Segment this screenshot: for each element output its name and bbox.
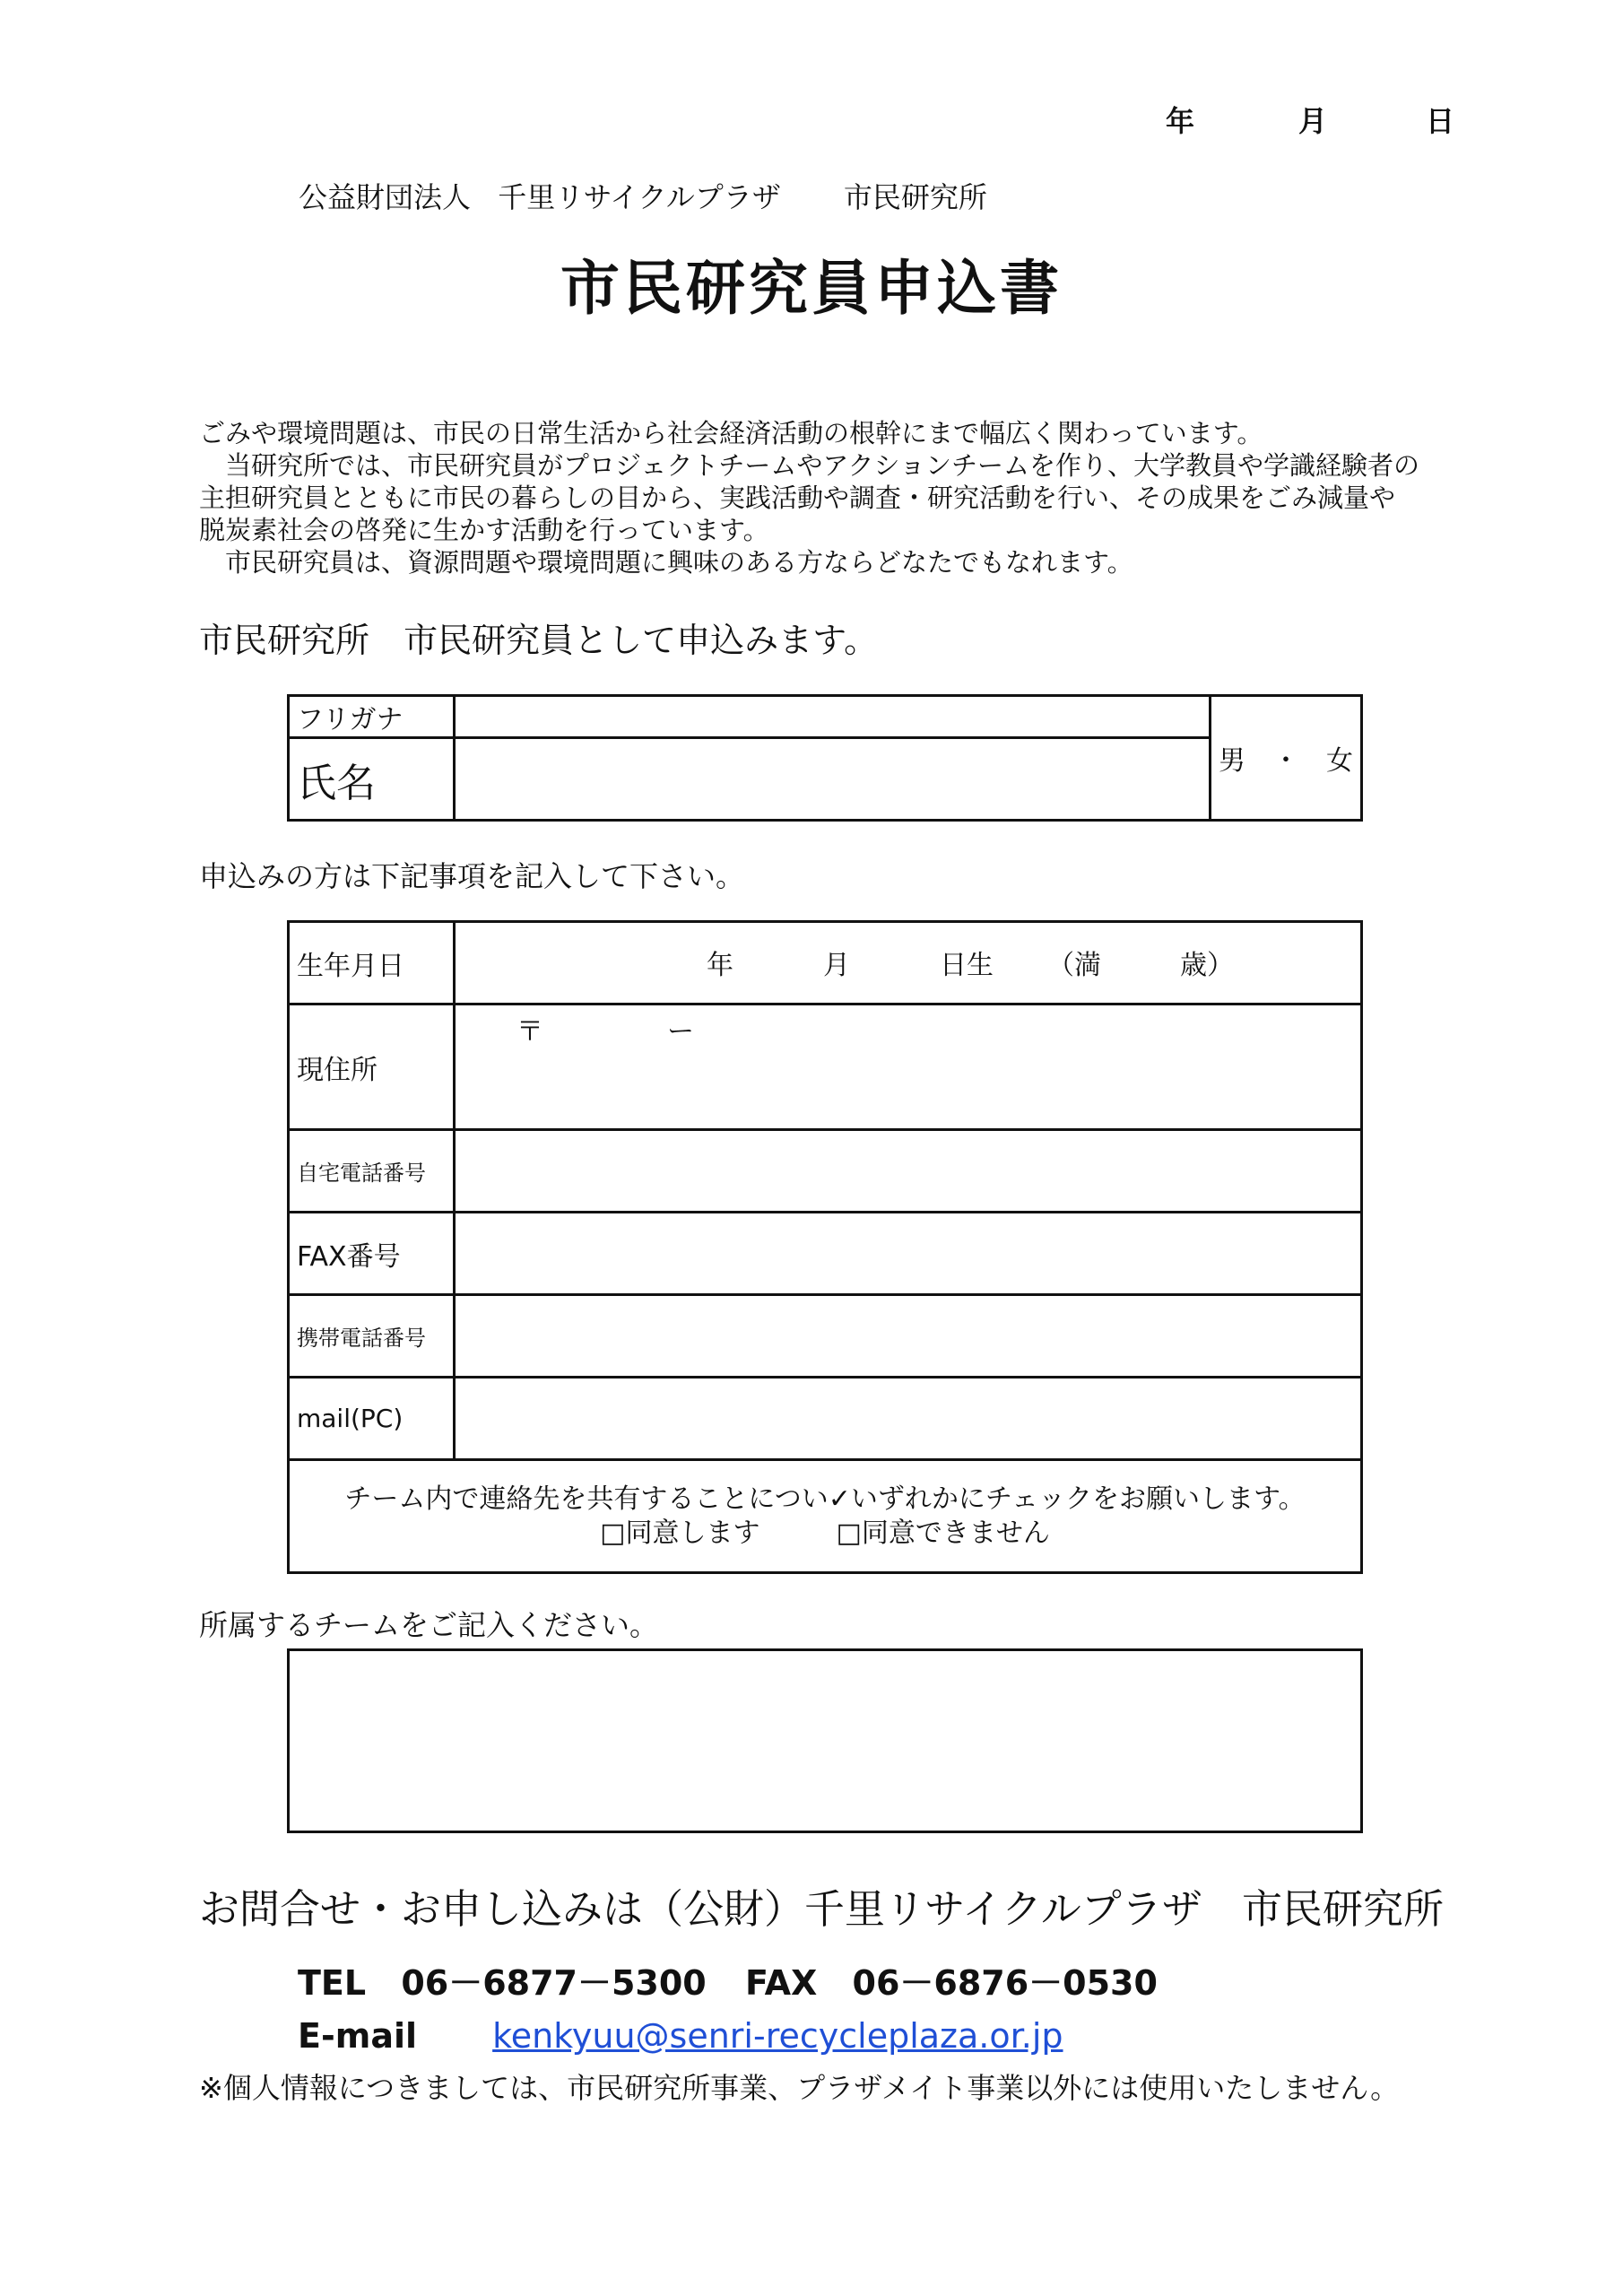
fax-field[interactable] xyxy=(455,1213,1362,1295)
intro-line: 脱炭素社会の啓発に生かす活動を行っています。 xyxy=(199,515,769,545)
gender-options[interactable]: 男 ・ 女 xyxy=(1211,696,1362,821)
age-open-label: （満 xyxy=(1047,950,1101,981)
consent-question: チーム内で連絡先を共有することについ✓いずれかにチェックをお願いします。 xyxy=(344,1483,1306,1515)
page-title: 市民研究員申込書 xyxy=(560,254,1063,323)
address-field[interactable] xyxy=(455,1004,1362,1130)
instruction-text: 申込みの方は下記事項を記入して下さい。 xyxy=(199,859,745,893)
organization-institute: 市民研究所 xyxy=(843,180,987,214)
intro-line: 主担研究員とともに市民の暮らしの目から、実践活動や調査・研究活動を行い、その成果をごみ減量や xyxy=(199,483,1396,513)
mobile-field[interactable] xyxy=(455,1295,1362,1378)
home-phone-field[interactable] xyxy=(455,1130,1362,1213)
organization-plaza: 千里リサイクルプラザ xyxy=(498,180,781,214)
name-field[interactable] xyxy=(455,738,1211,821)
postal-dash: ー xyxy=(667,1016,694,1048)
team-field[interactable] xyxy=(289,1650,1362,1832)
date-day-label: 日 xyxy=(1426,104,1455,138)
furigana-label: フリガナ xyxy=(289,696,455,738)
intro-line: 市民研究員は、資源問題や環境問題に興味のある方ならどなたでもなれます。 xyxy=(199,547,1133,578)
furigana-field[interactable] xyxy=(455,696,1211,738)
contact-line xyxy=(199,1876,1444,1935)
email-link[interactable]: kenkyuu@senri-recycleplaza.or.jp xyxy=(492,2016,1063,2056)
mail-label: mail(PC) xyxy=(289,1378,455,1460)
postal-mark: 〒 xyxy=(516,1016,543,1048)
birth-day-label: 日生 xyxy=(940,950,994,981)
intro-text xyxy=(199,417,1526,578)
date-month-label: 月 xyxy=(1298,104,1328,138)
tel-number: 06－6877－5300 xyxy=(401,1963,707,2003)
apply-line xyxy=(199,613,878,662)
email-label: E-mail xyxy=(298,2016,418,2056)
birth-label: 生年月日 xyxy=(289,922,455,1004)
fax-contact-label: FAX xyxy=(744,1963,818,2003)
consent-cell xyxy=(289,1460,1362,1573)
name-label: 氏名 xyxy=(289,738,455,821)
contact-prefix: お問合せ・お申し込みは（公財）千里リサイクルプラザ xyxy=(199,1885,1202,1933)
age-close-label: 歳） xyxy=(1180,950,1234,981)
birth-month-label: 月 xyxy=(823,950,850,981)
consent-agree-checkbox[interactable]: □同意します xyxy=(600,1517,760,1549)
contact-institute: 市民研究所 xyxy=(1242,1885,1445,1933)
team-instruction: 所属するチームをご記入ください。 xyxy=(199,1608,659,1642)
team-table xyxy=(287,1648,1363,1833)
mail-field[interactable] xyxy=(455,1378,1362,1460)
details-table xyxy=(287,920,1363,1574)
date-year-label: 年 xyxy=(1166,104,1195,138)
address-label: 現住所 xyxy=(289,1004,455,1130)
consent-disagree-checkbox[interactable]: □同意できません xyxy=(836,1517,1050,1549)
birth-field[interactable] xyxy=(455,922,1362,1004)
apply-text: 市民研究員として申込みます。 xyxy=(404,621,879,660)
apply-prefix: 市民研究所 xyxy=(199,621,370,660)
organization-line xyxy=(299,175,987,216)
home-phone-label: 自宅電話番号 xyxy=(289,1130,455,1213)
birth-year-label: 年 xyxy=(707,950,733,981)
tel-label: TEL xyxy=(298,1963,367,2003)
email-line xyxy=(298,2016,1063,2056)
organization-name: 公益財団法人 xyxy=(299,180,472,214)
fax-number: 06－6876－0530 xyxy=(852,1963,1158,2003)
privacy-note: ※個人情報につきましては、市民研究所事業、プラザメイト事業以外には使用いたしません。 xyxy=(199,2071,1400,2105)
tel-line xyxy=(298,1955,1158,2005)
intro-line: 当研究所では、市民研究員がプロジェクトチームやアクションチームを作り、大学教員や学識経験者の xyxy=(199,450,1419,481)
mobile-label: 携帯電話番号 xyxy=(289,1295,455,1378)
fax-label: FAX番号 xyxy=(289,1213,455,1295)
intro-line: ごみや環境問題は、市民の日常生活から社会経済活動の根幹にまで幅広く関わっています。 xyxy=(199,418,1263,448)
name-table xyxy=(287,694,1363,822)
